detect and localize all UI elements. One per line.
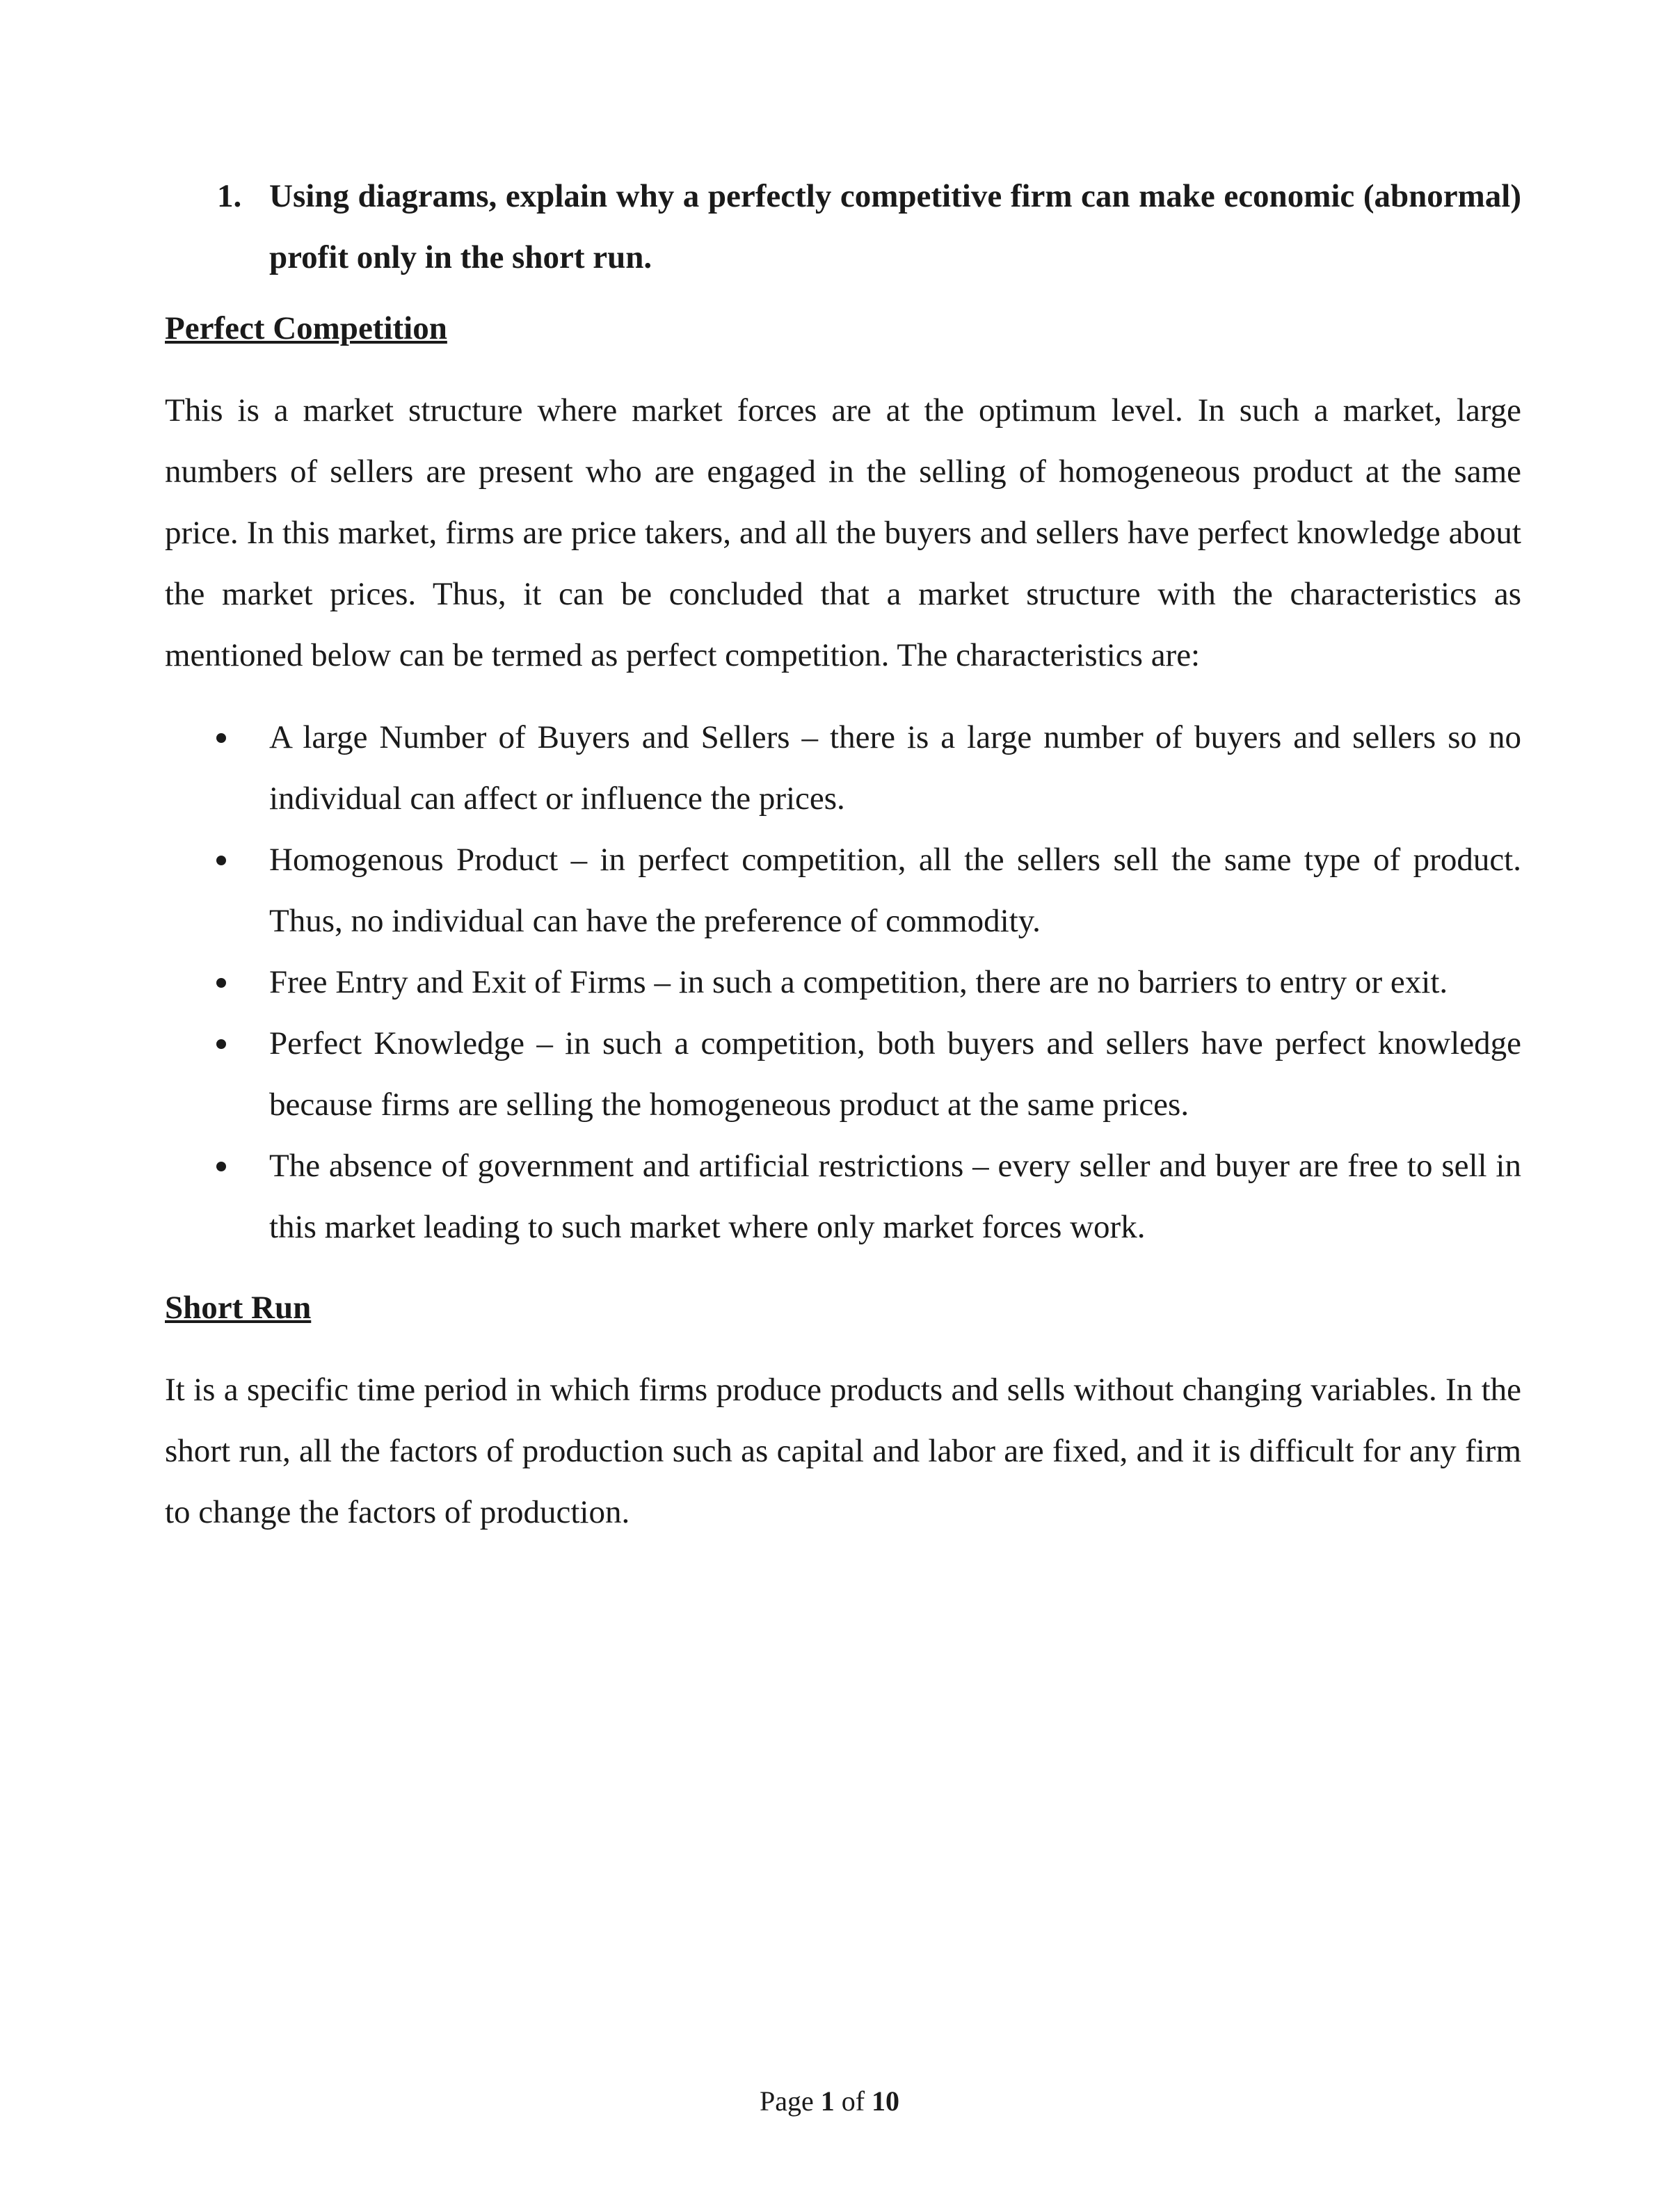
list-item (165, 829, 1521, 952)
paragraph-short-run: It is a specific time period in which firms produce products and sells without changing variables. In the short run, all the factors of production such as capital and labor are fixed, and it is difficult for any firm to change the factors of production. (165, 1372, 1521, 1530)
current-page-number: 1 (820, 2085, 835, 2117)
list-item-text: The absence of government and artificial restrictions – every seller and buyer are free to sell in this market leading to such market where only market forces work. (269, 1148, 1521, 1245)
page-footer (0, 2084, 1659, 2119)
list-item (165, 707, 1521, 829)
bullet-icon (216, 856, 226, 865)
bullet-icon (216, 733, 226, 743)
page-label: Page (759, 2085, 814, 2117)
heading-short-run: Short Run (165, 1290, 312, 1326)
page-content (165, 166, 1521, 1543)
total-pages-number: 10 (872, 2085, 900, 2117)
paragraph-perfect-competition: This is a market structure where market forces are at the optimum level. In such a market, large numbers of sellers are present who are engaged in the selling of homogeneous product at the same price. In this market, firms are price takers, and all the buyers and sellers have perfect knowledge about the market prices. Thus, it can be concluded that a market structure with the characteristics as mentioned below can be termed as perfect competition. The characteristics are: (165, 392, 1521, 673)
list-item-text: Free Entry and Exit of Firms – in such a competition, there are no barriers to entry or exit. (269, 964, 1448, 1000)
bullet-icon (216, 1162, 226, 1171)
heading-perfect-competition: Perfect Competition (165, 310, 447, 346)
characteristics-list (165, 707, 1521, 1258)
list-item-text: Homogenous Product – in perfect competition, all the sellers sell the same type of product. Thus, no individual can have the preference of commodity. (269, 842, 1521, 939)
list-item (165, 952, 1521, 1013)
question-number: 1. (217, 178, 242, 214)
list-item-text: Perfect Knowledge – in such a competition, both buyers and sellers have perfect knowledge because firms are selling the homogeneous product at the same prices. (269, 1025, 1521, 1123)
list-item-text: A large Number of Buyers and Sellers – there is a large number of buyers and sellers so no individual can affect or influence the prices. (269, 719, 1521, 817)
bullet-icon (216, 1039, 226, 1049)
list-item (165, 1135, 1521, 1258)
question (165, 166, 1521, 288)
question-text: Using diagrams, explain why a perfectly competitive firm can make economic (abnormal) profit only in the short run. (269, 178, 1521, 275)
of-label: of (841, 2085, 865, 2117)
bullet-icon (216, 978, 226, 988)
list-item (165, 1013, 1521, 1135)
